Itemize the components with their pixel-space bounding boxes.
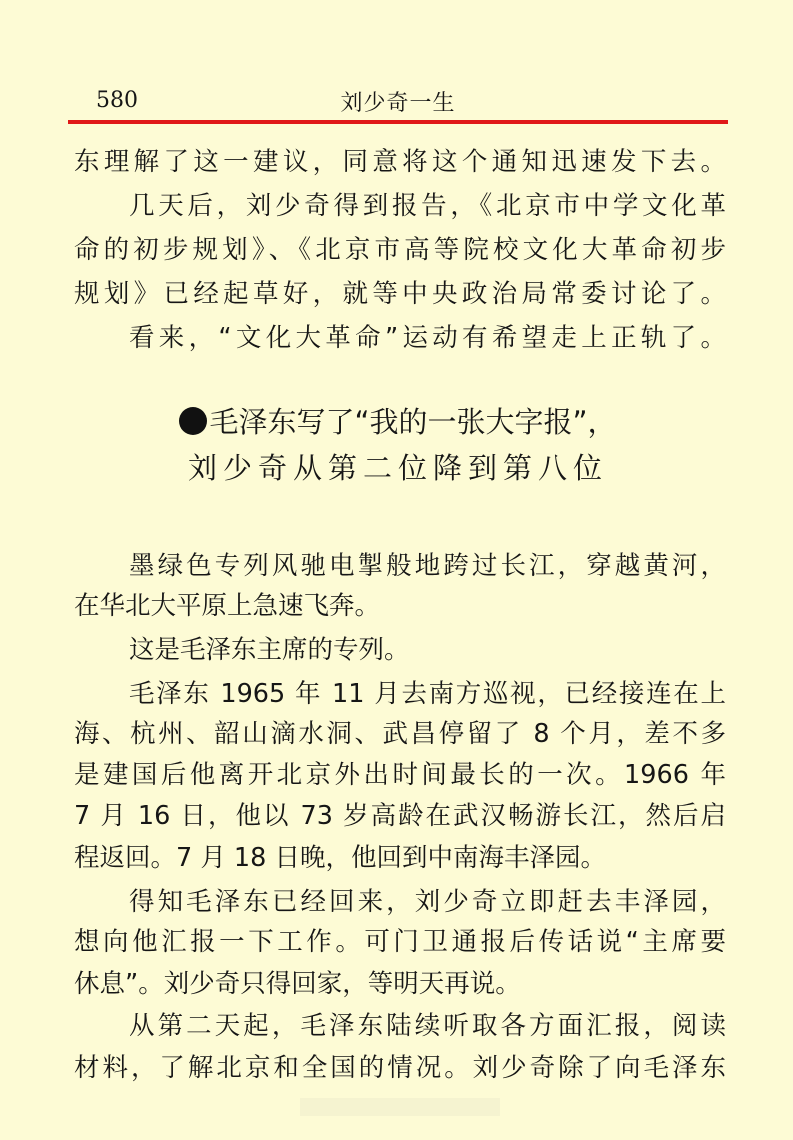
text-line: 几天后，刘少奇得到报告，《北京市中学文化革 <box>129 191 726 221</box>
text-line: 看来，“文化大革命”运动有希望走上正轨了。 <box>129 323 726 353</box>
header-rule <box>68 120 728 124</box>
text-line: 在华北大平原上急速飞奔。 <box>74 591 381 621</box>
bottom-scan-mark <box>300 1098 500 1116</box>
text-line: 休息”。刘少奇只得回家，等明天再说。 <box>74 969 521 999</box>
text-line: 毛泽东 1965 年 11 月去南方巡视，已经接连在上 <box>129 679 726 709</box>
section-heading-line-1 <box>68 400 728 444</box>
text-line: 墨绿色专列风驰电掣般地跨过长江，穿越黄河， <box>129 551 726 581</box>
running-title: 刘少奇一生 <box>340 91 456 116</box>
bullet-dot-icon <box>179 407 207 435</box>
text-line: 材料，了解北京和全国的情况。刘少奇除了向毛泽东 <box>74 1053 726 1083</box>
text-line: 命的初步规划》、《北京市高等院校文化大革命初步 <box>74 235 726 265</box>
text-line: 规划》已经起草好，就等中央政治局常委讨论了。 <box>74 279 726 309</box>
text-line: 7 月 16 日，他以 73 岁高龄在武汉畅游长江，然后启 <box>74 801 726 831</box>
section-heading-line-2: 刘少奇从第二位降到第八位 <box>187 451 608 485</box>
text-line: 这是毛泽东主席的专列。 <box>129 635 410 665</box>
heading-text: 毛泽东写了“我的一张大字报”， <box>209 405 617 439</box>
text-line: 从第二天起，毛泽东陆续听取各方面汇报，阅读 <box>129 1011 726 1041</box>
text-line: 东理解了这一建议，同意将这个通知迅速发下去。 <box>74 147 726 177</box>
text-line: 程返回。7 月 18 日晚，他回到中南海丰泽园。 <box>74 843 606 873</box>
page-header <box>68 86 728 122</box>
page-number: 580 <box>96 88 138 113</box>
text-line: 海、杭州、韶山滴水洞、武昌停留了 8 个月，差不多 <box>74 719 726 749</box>
text-line: 是建国后他离开北京外出时间最长的一次。1966 年 <box>74 760 726 790</box>
text-line: 想向他汇报一下工作。可门卫通报后传话说“主席要 <box>74 927 726 957</box>
text-line: 得知毛泽东已经回来，刘少奇立即赶去丰泽园， <box>129 887 726 917</box>
